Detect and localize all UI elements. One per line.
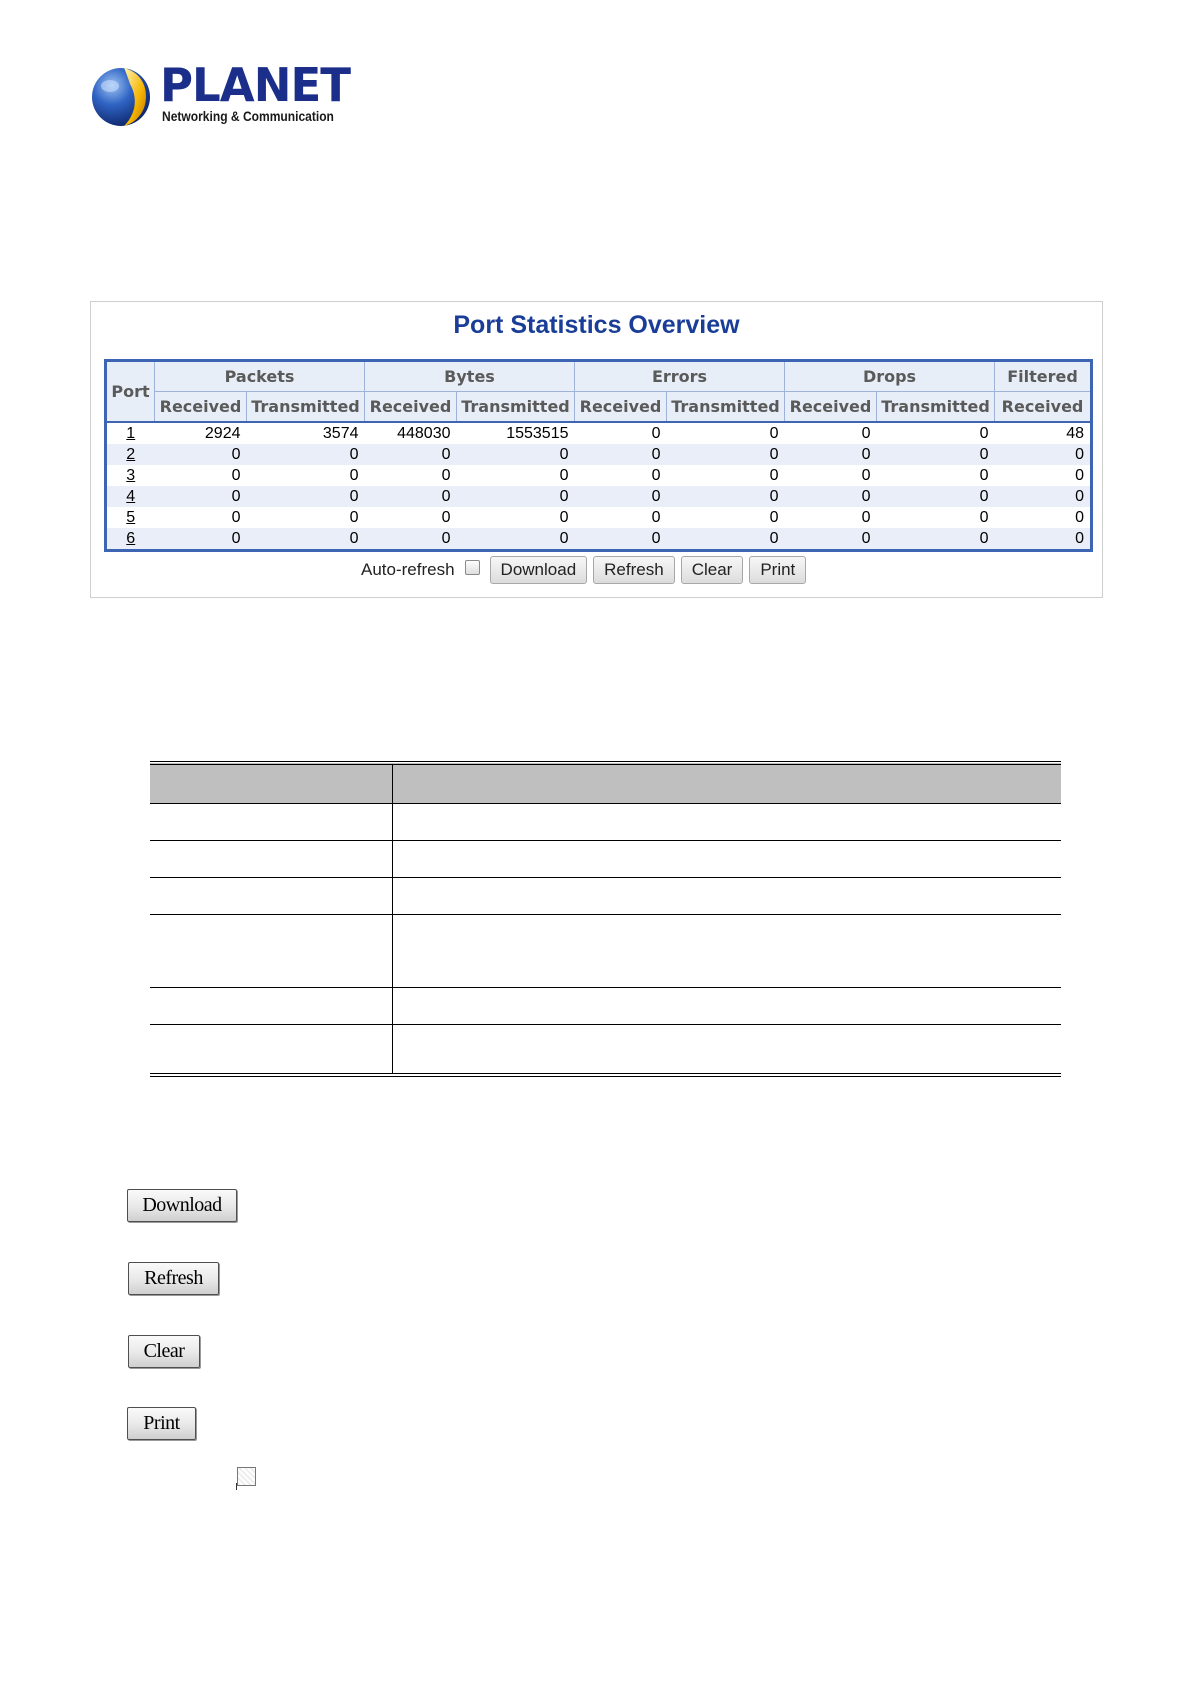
stat-cell: 0 <box>155 528 247 551</box>
stat-cell: 0 <box>667 465 785 486</box>
table-row <box>150 1025 1061 1076</box>
stat-cell: 0 <box>785 486 877 507</box>
description-header-description <box>393 763 1062 804</box>
port-link[interactable]: 2 <box>126 445 136 463</box>
cursor-mark <box>236 1483 237 1490</box>
port-cell <box>106 422 155 444</box>
stat-cell: 0 <box>247 528 365 551</box>
stat-cell: 0 <box>365 528 457 551</box>
print-button-sample[interactable]: Print <box>127 1407 196 1440</box>
stat-cell: 0 <box>667 528 785 551</box>
description-header-object <box>150 763 393 804</box>
stat-cell: 0 <box>457 486 575 507</box>
table-row <box>150 915 1061 988</box>
stat-cell: 0 <box>247 486 365 507</box>
stat-cell: 0 <box>457 507 575 528</box>
auto-refresh-label: Auto-refresh <box>361 560 455 579</box>
table-row <box>106 507 1092 528</box>
group-header-drops: Drops <box>785 361 995 392</box>
subheader-transmitted: Transmitted <box>877 392 995 423</box>
stat-cell: 0 <box>155 507 247 528</box>
stat-cell: 0 <box>877 486 995 507</box>
stat-cell: 0 <box>575 422 667 444</box>
stat-cell: 0 <box>877 444 995 465</box>
port-cell <box>106 528 155 551</box>
table-row <box>106 465 1092 486</box>
stat-cell: 0 <box>155 486 247 507</box>
stat-cell: 0 <box>877 422 995 444</box>
table-row <box>106 444 1092 465</box>
download-button-sample[interactable]: Download <box>127 1189 237 1222</box>
brand-name: PLANET <box>160 58 351 112</box>
description-table <box>150 761 1061 1077</box>
group-header-filtered: Filtered <box>995 361 1092 392</box>
panel-controls <box>361 556 812 584</box>
stat-cell: 0 <box>365 507 457 528</box>
auto-refresh-checkbox[interactable] <box>465 560 480 575</box>
panel-title: Port Statistics Overview <box>453 311 740 339</box>
stat-cell: 0 <box>877 465 995 486</box>
planet-logo <box>90 58 351 132</box>
stat-cell: 0 <box>247 444 365 465</box>
stat-cell: 0 <box>247 465 365 486</box>
table-row <box>150 804 1061 841</box>
table-row <box>150 988 1061 1025</box>
auto-refresh-checkbox-sample[interactable] <box>237 1467 256 1486</box>
stat-cell: 0 <box>365 465 457 486</box>
globe-icon <box>90 62 152 128</box>
stat-cell: 0 <box>667 422 785 444</box>
stat-cell: 48 <box>995 422 1092 444</box>
stat-cell: 0 <box>575 507 667 528</box>
port-link[interactable]: 1 <box>126 424 136 442</box>
stat-cell: 0 <box>995 528 1092 551</box>
group-header-bytes: Bytes <box>365 361 575 392</box>
subheader-received: Received <box>575 392 667 423</box>
stat-cell: 0 <box>667 486 785 507</box>
table-row <box>106 486 1092 507</box>
stat-cell: 0 <box>667 444 785 465</box>
table-row <box>106 528 1092 551</box>
port-link[interactable]: 6 <box>126 529 136 547</box>
stat-cell: 0 <box>575 528 667 551</box>
stat-cell: 0 <box>365 486 457 507</box>
group-header-errors: Errors <box>575 361 785 392</box>
subheader-received: Received <box>785 392 877 423</box>
stat-cell: 0 <box>995 444 1092 465</box>
stats-table-body <box>106 422 1092 551</box>
stat-cell: 0 <box>457 465 575 486</box>
table-row <box>150 841 1061 878</box>
stat-cell: 0 <box>785 528 877 551</box>
stat-cell: 0 <box>785 465 877 486</box>
stat-cell: 0 <box>575 486 667 507</box>
stat-cell: 0 <box>995 465 1092 486</box>
stat-cell: 2924 <box>155 422 247 444</box>
stat-cell: 0 <box>575 465 667 486</box>
subheader-transmitted: Transmitted <box>247 392 365 423</box>
stat-cell: 0 <box>785 444 877 465</box>
port-link[interactable]: 5 <box>126 508 136 526</box>
brand-tagline: Networking & Communication <box>162 108 334 124</box>
subheader-received: Received <box>995 392 1092 423</box>
refresh-button[interactable]: Refresh <box>593 556 675 584</box>
port-cell <box>106 444 155 465</box>
port-link[interactable]: 4 <box>126 487 136 505</box>
stat-cell: 0 <box>785 422 877 444</box>
port-statistics-table <box>104 359 1093 552</box>
refresh-button-sample[interactable]: Refresh <box>128 1262 219 1295</box>
stat-cell: 0 <box>877 528 995 551</box>
port-link[interactable]: 3 <box>126 466 136 484</box>
stat-cell: 0 <box>877 507 995 528</box>
stat-cell: 1553515 <box>457 422 575 444</box>
stat-cell: 448030 <box>365 422 457 444</box>
stat-cell: 0 <box>155 465 247 486</box>
port-cell <box>106 486 155 507</box>
stat-cell: 0 <box>995 507 1092 528</box>
stat-cell: 0 <box>365 444 457 465</box>
stat-cell: 3574 <box>247 422 365 444</box>
port-cell <box>106 507 155 528</box>
port-cell <box>106 465 155 486</box>
stat-cell: 0 <box>155 444 247 465</box>
stat-cell: 0 <box>575 444 667 465</box>
subheader-transmitted: Transmitted <box>667 392 785 423</box>
clear-button-sample[interactable]: Clear <box>128 1335 200 1368</box>
print-button[interactable]: Print <box>749 556 806 584</box>
group-header-packets: Packets <box>155 361 365 392</box>
table-row <box>150 878 1061 915</box>
port-header: Port <box>106 361 155 423</box>
clear-button[interactable]: Clear <box>681 556 744 584</box>
stat-cell: 0 <box>457 444 575 465</box>
download-button[interactable]: Download <box>490 556 588 584</box>
stat-cell: 0 <box>785 507 877 528</box>
stat-cell: 0 <box>995 486 1092 507</box>
subheader-transmitted: Transmitted <box>457 392 575 423</box>
stat-cell: 0 <box>667 507 785 528</box>
stat-cell: 0 <box>457 528 575 551</box>
port-statistics-panel <box>90 301 1103 598</box>
stat-cell: 0 <box>247 507 365 528</box>
subheader-received: Received <box>365 392 457 423</box>
table-row <box>106 422 1092 444</box>
subheader-received: Received <box>155 392 247 423</box>
